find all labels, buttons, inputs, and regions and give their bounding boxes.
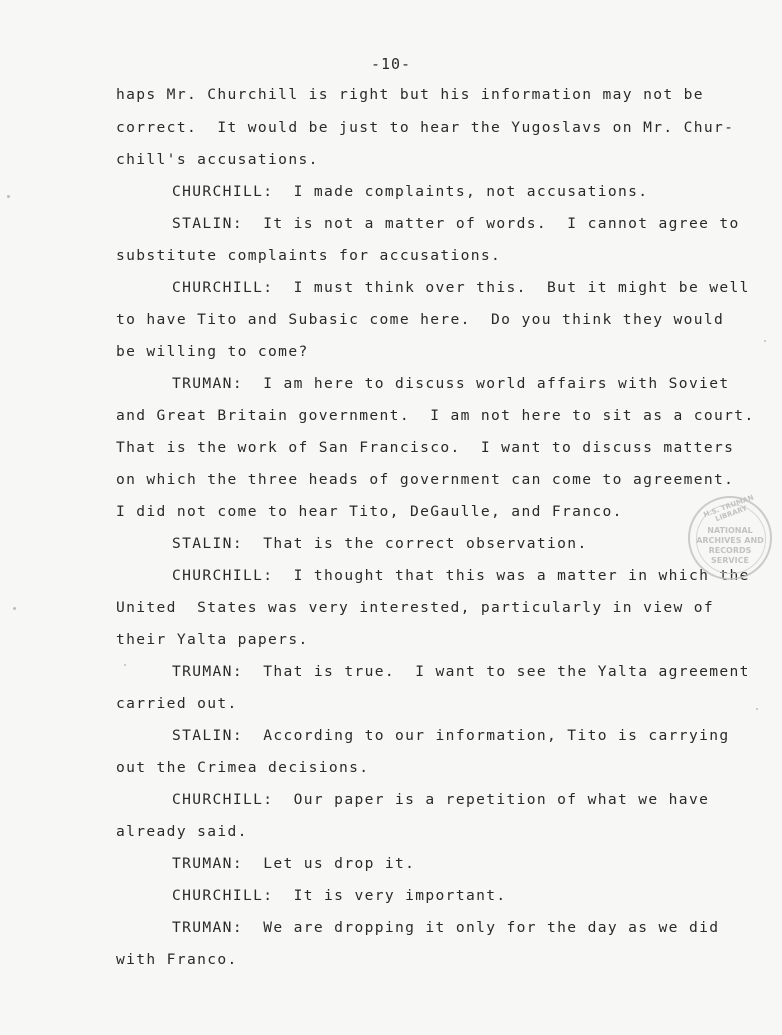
stamp-line: ARCHIVES AND [696, 536, 764, 545]
text-line: CHURCHILL: I must think over this. But it might be well [172, 279, 750, 296]
text-line: TRUMAN: That is true. I want to see the Yalta agreement [172, 663, 750, 680]
stamp-top-text: H.S. TRUMAN LIBRARY [702, 493, 755, 524]
text-line: CHURCHILL: I made complaints, not accusations. [172, 183, 649, 200]
text-line: on which the three heads of government can come to agreement. [116, 471, 735, 488]
text-line: correct. It would be just to hear the Yugoslavs on Mr. Chur- [116, 119, 735, 136]
page-number: -10- [370, 55, 412, 73]
text-line: already said. [116, 823, 248, 840]
text-line: with Franco. [116, 951, 238, 968]
text-line: substitute complaints for accusations. [116, 247, 502, 264]
paper-speck [7, 195, 10, 198]
stamp-line: RECORDS [708, 546, 752, 555]
text-line: out the Crimea decisions. [116, 759, 370, 776]
stamp-line: NATIONAL [707, 526, 753, 535]
text-line: and Great Britain government. I am not here to sit as a court. [116, 407, 755, 424]
text-line: CHURCHILL: I thought that this was a matter in which the [172, 567, 750, 584]
paper-speck [764, 340, 766, 342]
text-line: carried out. [116, 695, 238, 712]
stamp-line: SERVICE [711, 556, 749, 565]
paper-speck [756, 708, 758, 710]
text-line: to have Tito and Subasic come here. Do you think they would [116, 311, 725, 328]
text-line: CHURCHILL: Our paper is a repetition of what we have [172, 791, 710, 808]
text-line: their Yalta papers. [116, 631, 309, 648]
text-line: be willing to come? [116, 343, 309, 360]
text-line: TRUMAN: We are dropping it only for the day as we did [172, 919, 720, 936]
text-line: STALIN: According to our information, Tito is carrying [172, 727, 730, 744]
paper-speck [13, 607, 16, 610]
text-line: haps Mr. Churchill is right but his information may not be [116, 86, 704, 103]
text-line: chill's accusations. [116, 151, 319, 168]
text-line: That is the work of San Francisco. I want to discuss matters [116, 439, 735, 456]
archive-stamp [688, 493, 772, 580]
text-line: I did not come to hear Tito, DeGaulle, and Franco. [116, 503, 623, 520]
text-line: TRUMAN: Let us drop it. [172, 855, 416, 872]
text-line: United States was very interested, particularly in view of [116, 599, 715, 616]
text-line: TRUMAN: I am here to discuss world affairs with Soviet [172, 375, 730, 392]
stamp-center-text [690, 526, 770, 566]
text-line: STALIN: That is the correct observation. [172, 535, 588, 552]
paper-speck [124, 664, 126, 666]
text-line: STALIN: It is not a matter of words. I cannot agree to [172, 215, 740, 232]
text-line: CHURCHILL: It is very important. [172, 887, 507, 904]
